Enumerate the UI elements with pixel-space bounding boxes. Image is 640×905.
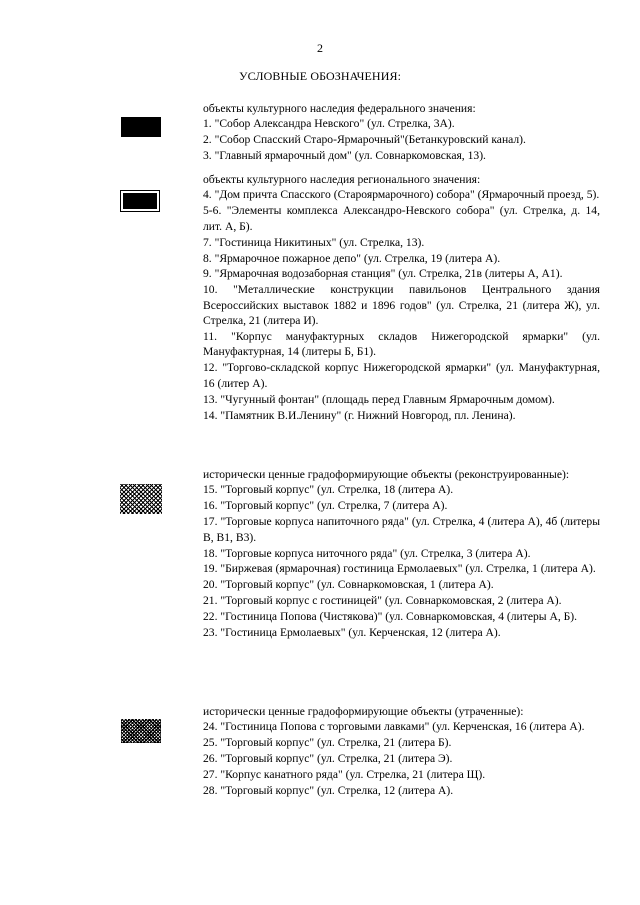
section-heading: исторически ценные градоформирующие объекты (реконструированные): — [203, 468, 570, 481]
legend-section-reconstructed — [203, 467, 600, 641]
page-number: 2 — [317, 41, 323, 55]
legend-item: 1. "Собор Александра Невского" (ул. Стрелка, 3А). — [203, 117, 455, 131]
section-heading: объекты культурного наследия федерального значения: — [203, 102, 476, 115]
federal-heritage-swatch — [121, 117, 161, 137]
legend-item: 13. "Чугунный фонтан" (площадь перед Главным Ярмарочным домом). — [203, 392, 555, 406]
legend-item: 17. "Торговые корпуса напиточного ряда" (ул. Стрелка, 4 (литера А), 4б (литеры В, В1, В3). — [203, 515, 600, 544]
section-heading: исторически ценные градоформирующие объекты (утраченные): — [203, 705, 524, 718]
legend-item: 14. "Памятник В.И.Ленину" (г. Нижний Новгород, пл. Ленина). — [203, 408, 516, 422]
legend-item: 12. "Торгово-складской корпус Нижегородской ярмарки" (ул. Мануфактурная, 16 (литер А). — [203, 361, 600, 390]
legend-item: 3. "Главный ярмарочный дом" (ул. Совнаркомовская, 13). — [203, 149, 486, 163]
legend-item: 7. "Гостиница Никитиных" (ул. Стрелка, 13). — [203, 235, 425, 249]
legend-item: 10. "Металлические конструкции павильонов Центрального здания Всероссийских выставок 1882 и 1896 годов" (ул. Стрелка, 21 (литера Ж), ул. Стрелка, 21 (литера И). — [203, 283, 600, 328]
legend-item: 25. "Торговый корпус" (ул. Стрелка, 21 (литера Б). — [203, 736, 452, 750]
legend-item: 18. "Торговые корпуса ниточного ряда" (ул. Стрелка, 3 (литера А). — [203, 546, 531, 560]
legend-item: 4. "Дом причта Спасского (Староярмарочного) собора" (Ярмарочный проезд, 5). — [203, 188, 600, 202]
legend-item: 22. "Гостиница Попова (Чистякова)" (ул. Совнаркомовская, 4 (литеры А, Б). — [203, 610, 578, 624]
legend-section-lost — [203, 704, 600, 799]
section-heading: объекты культурного наследия регионального значения: — [203, 173, 481, 186]
legend-item: 19. "Биржевая (ярмарочная) гостиница Ермолаевых" (ул. Стрелка, 1 (литера А). — [203, 562, 596, 576]
legend-item: 21. "Торговый корпус с гостиницей" (ул. Совнаркомовская, 2 (литера А). — [203, 594, 562, 608]
legend-section-federal — [203, 101, 600, 164]
regional-heritage-swatch — [120, 190, 160, 212]
legend-item: 11. "Корпус мануфактурных складов Нижегородской ярмарки" (ул. Мануфактурная, 14 (литеры Б, Б1). — [203, 330, 600, 359]
legend-item: 16. "Торговый корпус" (ул. Стрелка, 7 (литера А). — [203, 499, 448, 513]
legend-item: 5-6. "Элементы комплекса Александро-Невского собора" (ул. Стрелка, д. 14, лит. А, Б). — [203, 204, 600, 233]
legend-item: 27. "Корпус канатного ряда" (ул. Стрелка, 21 (литера Щ). — [203, 768, 486, 782]
legend-item: 15. "Торговый корпус" (ул. Стрелка, 18 (литера А). — [203, 483, 454, 497]
legend-item: 2. "Собор Спасский Старо-Ярмарочный"(Бетанкуровский канал). — [203, 133, 526, 147]
lost-objects-swatch — [121, 719, 161, 743]
legend-item: 20. "Торговый корпус" (ул. Совнаркомовская, 1 (литера А). — [203, 578, 494, 592]
legend-section-regional — [203, 172, 600, 424]
legend-item: 26. "Торговый корпус" (ул. Стрелка, 21 (литера Э). — [203, 752, 453, 766]
legend-item: 8. "Ярмарочное пожарное депо" (ул. Стрелка, 19 (литера А). — [203, 251, 501, 265]
reconstructed-objects-swatch — [120, 484, 162, 514]
page-title: УСЛОВНЫЕ ОБОЗНАЧЕНИЯ: — [238, 69, 402, 83]
legend-item: 23. "Гостиница Ермолаевых" (ул. Керченская, 12 (литера А). — [203, 626, 501, 640]
legend-item: 24. "Гостиница Попова с торговыми лавками" (ул. Керченская, 16 (литера А). — [203, 720, 585, 734]
legend-item: 28. "Торговый корпус" (ул. Стрелка, 12 (литера А). — [203, 784, 454, 798]
legend-item: 9. "Ярмарочная водозаборная станция" (ул. Стрелка, 21в (литеры А, А1). — [203, 267, 563, 281]
